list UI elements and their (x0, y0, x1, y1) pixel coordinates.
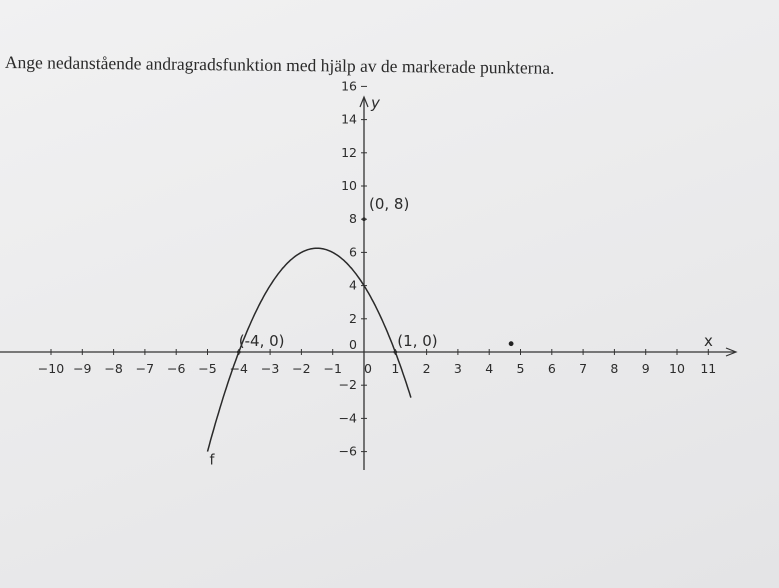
y-tick-label: 8 (349, 211, 357, 227)
x-tick-label: 3 (453, 361, 462, 376)
parabola-series (208, 248, 411, 468)
y-tick-label: −2 (338, 377, 357, 393)
y-tick-label: −4 (338, 410, 357, 426)
x-tick-label: 4 (485, 361, 494, 376)
y-tick-label: 16 (341, 78, 357, 94)
x-tick-label: −7 (135, 361, 155, 376)
x-tick-label: 6 (547, 361, 556, 376)
y-tick-label: 6 (349, 244, 357, 260)
x-tick-label: −10 (37, 361, 65, 376)
x-tick-label: −5 (198, 361, 217, 376)
y-tick-label: 14 (341, 111, 357, 127)
point-label: (-4, 0) (238, 332, 285, 350)
y-tick-label: 2 (349, 310, 357, 326)
x-tick-label: −3 (260, 361, 280, 376)
x-tick-label: 1 (391, 361, 400, 376)
x-tick-label: −8 (104, 361, 123, 376)
y-tick-label: 0 (349, 337, 357, 352)
question-text: Ange nedanstående andragradsfunktion med hjälp av de markerade punkterna. (4, 52, 555, 78)
x-tick-label: −6 (166, 361, 186, 376)
x-axis-label: x (704, 332, 713, 350)
x-tick-label: 5 (516, 361, 525, 376)
marked-point (237, 350, 241, 354)
y-tick-label: 10 (341, 178, 357, 193)
marked-point (394, 350, 398, 354)
tick-labels (38, 78, 716, 458)
x-tick-label: 10 (669, 361, 685, 376)
y-tick-label: 12 (341, 144, 357, 160)
y-axis-label: y (371, 94, 380, 112)
x-tick-label: −9 (73, 361, 92, 376)
point-label: (1, 0) (397, 332, 438, 350)
axes (0, 94, 736, 470)
x-tick-label: 0 (364, 361, 372, 376)
stray-dot (509, 341, 514, 346)
y-tick-label: 4 (349, 277, 357, 293)
series-label: f (209, 452, 215, 469)
point-label: (0, 8) (369, 195, 410, 214)
y-tick-label: −6 (338, 443, 357, 459)
marked-point (362, 217, 366, 221)
x-tick-label: 11 (700, 361, 717, 376)
x-tick-label: 7 (579, 361, 588, 376)
x-tick-label: −2 (292, 361, 311, 376)
x-tick-label: 2 (422, 361, 431, 376)
x-tick-label: −4 (229, 361, 249, 376)
x-tick-label: −1 (323, 361, 342, 376)
x-tick-label: 9 (641, 361, 650, 376)
x-tick-label: 8 (610, 361, 619, 376)
